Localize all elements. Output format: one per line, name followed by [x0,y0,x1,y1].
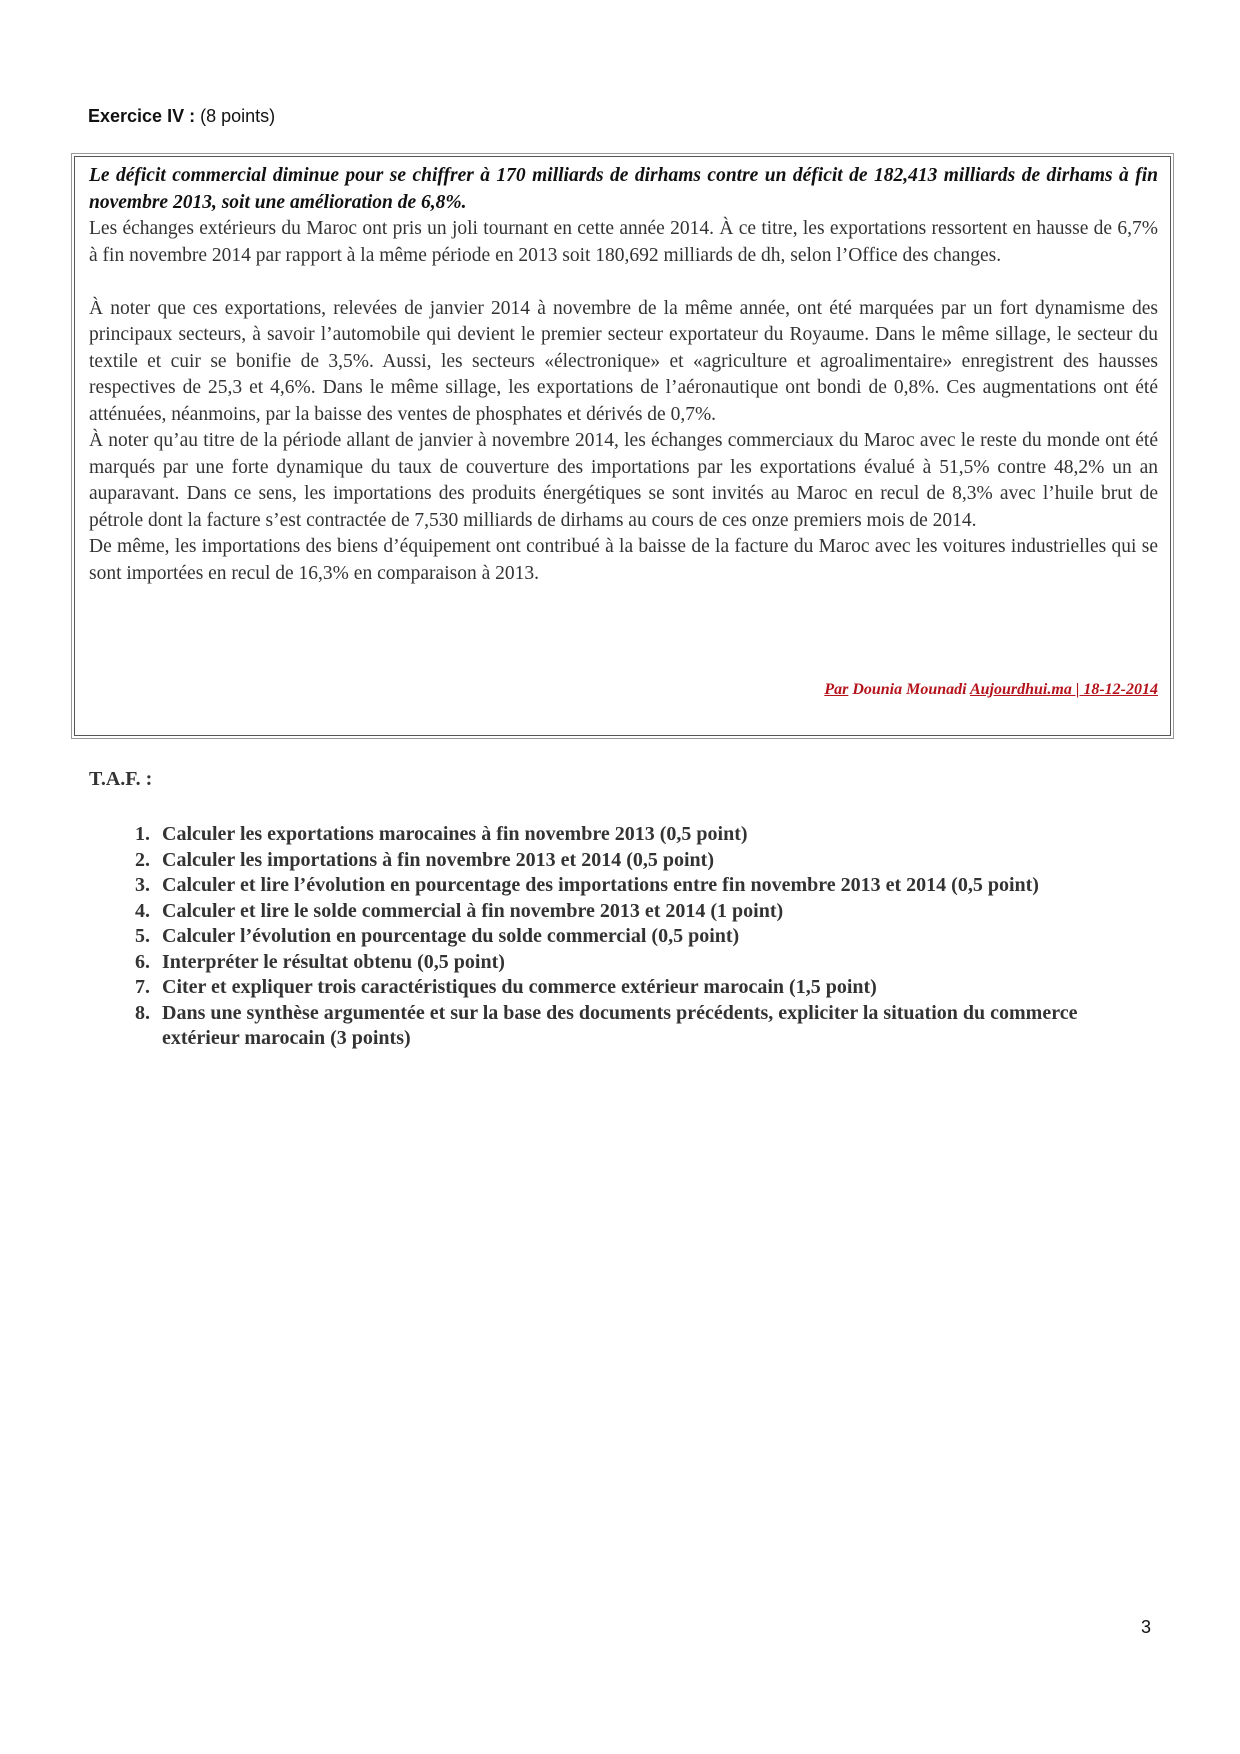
task-item [110,822,1120,848]
task-number: 5. [135,925,150,947]
task-text: Calculer les importations à fin novembre 2013 et 2014 (0,5 point) [162,848,715,871]
task-item [110,1001,1120,1052]
article-paragraph-2: À noter que ces exportations, relevées de janvier 2014 à novembre de la même année, ont été marquées par un fort dynamisme des principaux secteurs, à savoir l’automobile qui devient le premier secteur exportateur du Royaume. Dans le même sillage, le secteur du textile et cuir se bonifie de 3,5%. Aussi, les secteurs «électronique» et «agriculture et agroalimentaire» enregistrent des hausses respectives de 25,3 et 4,6%. Dans le même sillage, les exportations de l’aéronautique ont bondi de 0,8%. Ces augmentations ont été atténuées, néanmoins, par la baisse des ventes de phosphates et dérivés de 0,7%. [89,297,1158,425]
article-lead: Le déficit commercial diminue pour se chiffrer à 170 milliards de dirhams contre un déficit de 182,413 milliards de dirhams à fin novembre 2013, soit une amélioration de 6,8%. [89,165,1158,213]
exercise-title [88,106,275,127]
task-item [110,950,1120,976]
task-list [110,822,1120,1052]
task-item [110,873,1120,899]
taf-heading: T.A.F. : [89,768,153,790]
task-text: Calculer les exportations marocaines à fin novembre 2013 (0,5 point) [162,823,748,845]
task-text: Calculer l’évolution en pourcentage du solde commercial (0,5 point) [162,925,740,947]
task-text: Citer et expliquer trois caractéristiques du commerce extérieur marocain (1,5 point) [162,976,877,998]
article-paragraph-1: Les échanges extérieurs du Maroc ont pris un joli tournant en cette année 2014. À ce titre, les exportations ressortent en hausse de 6,7% à fin novembre 2014 par rapport à la même période en 2013 soit 180,692 milliards de dh, selon l’Office des changes. [89,218,1158,266]
task-item [110,975,1120,1001]
credit-par: Par [824,681,849,698]
task-item [110,899,1120,925]
article-box [74,156,1171,736]
credit-source-link[interactable]: Aujourdhui.ma | 18-12-2014 [969,681,1158,698]
task-number: 2. [135,848,150,871]
task-number: 8. [135,1001,150,1024]
task-number: 1. [135,823,150,845]
task-number: 7. [135,976,150,998]
task-number: 3. [135,874,150,896]
page-number: 3 [1141,1617,1152,1637]
exercise-points: (8 points) [200,106,276,126]
paragraph-gap [89,269,1158,296]
task-text: Calculer et lire l’évolution en pourcentage des importations entre fin novembre 2013 et 2014 (0,5 point) [162,874,1039,896]
article-paragraph-4: De même, les importations des biens d’équipement ont contribué à la baisse de la facture du Maroc avec les voitures industrielles qui se sont importées en recul de 16,3% en comparaison à 2013. [89,536,1158,584]
task-item [110,848,1120,874]
exercise-label: Exercice IV : [88,106,196,126]
task-item [110,924,1120,950]
article-paragraph-3: À noter qu’au titre de la période allant de janvier à novembre 2014, les échanges commerciaux du Maroc avec le reste du monde ont été marqués par une forte dynamique du taux de couverture des importations par les exportations évalué à 51,5% contre 48,2% un an auparavant. Dans ce sens, les importations des produits énergétiques se sont invités au Maroc en recul de 8,3% avec l’huile brut de pétrole dont la facture s’est contractée de 7,530 milliards de dirhams au cours de ces onze premiers mois de 2014. [89,430,1158,531]
task-text: Interpréter le résultat obtenu (0,5 point) [162,950,505,973]
task-text: Calculer et lire le solde commercial à fin novembre 2013 et 2014 (1 point) [162,899,784,922]
credit-author: Dounia Mounadi [852,681,967,698]
article-credit [824,677,1158,704]
task-number: 6. [135,950,150,973]
task-text: Dans une synthèse argumentée et sur la base des documents précédents, expliciter la situation du commerce extérieur marocain (3 points) [162,1001,1078,1049]
task-number: 4. [135,899,150,922]
